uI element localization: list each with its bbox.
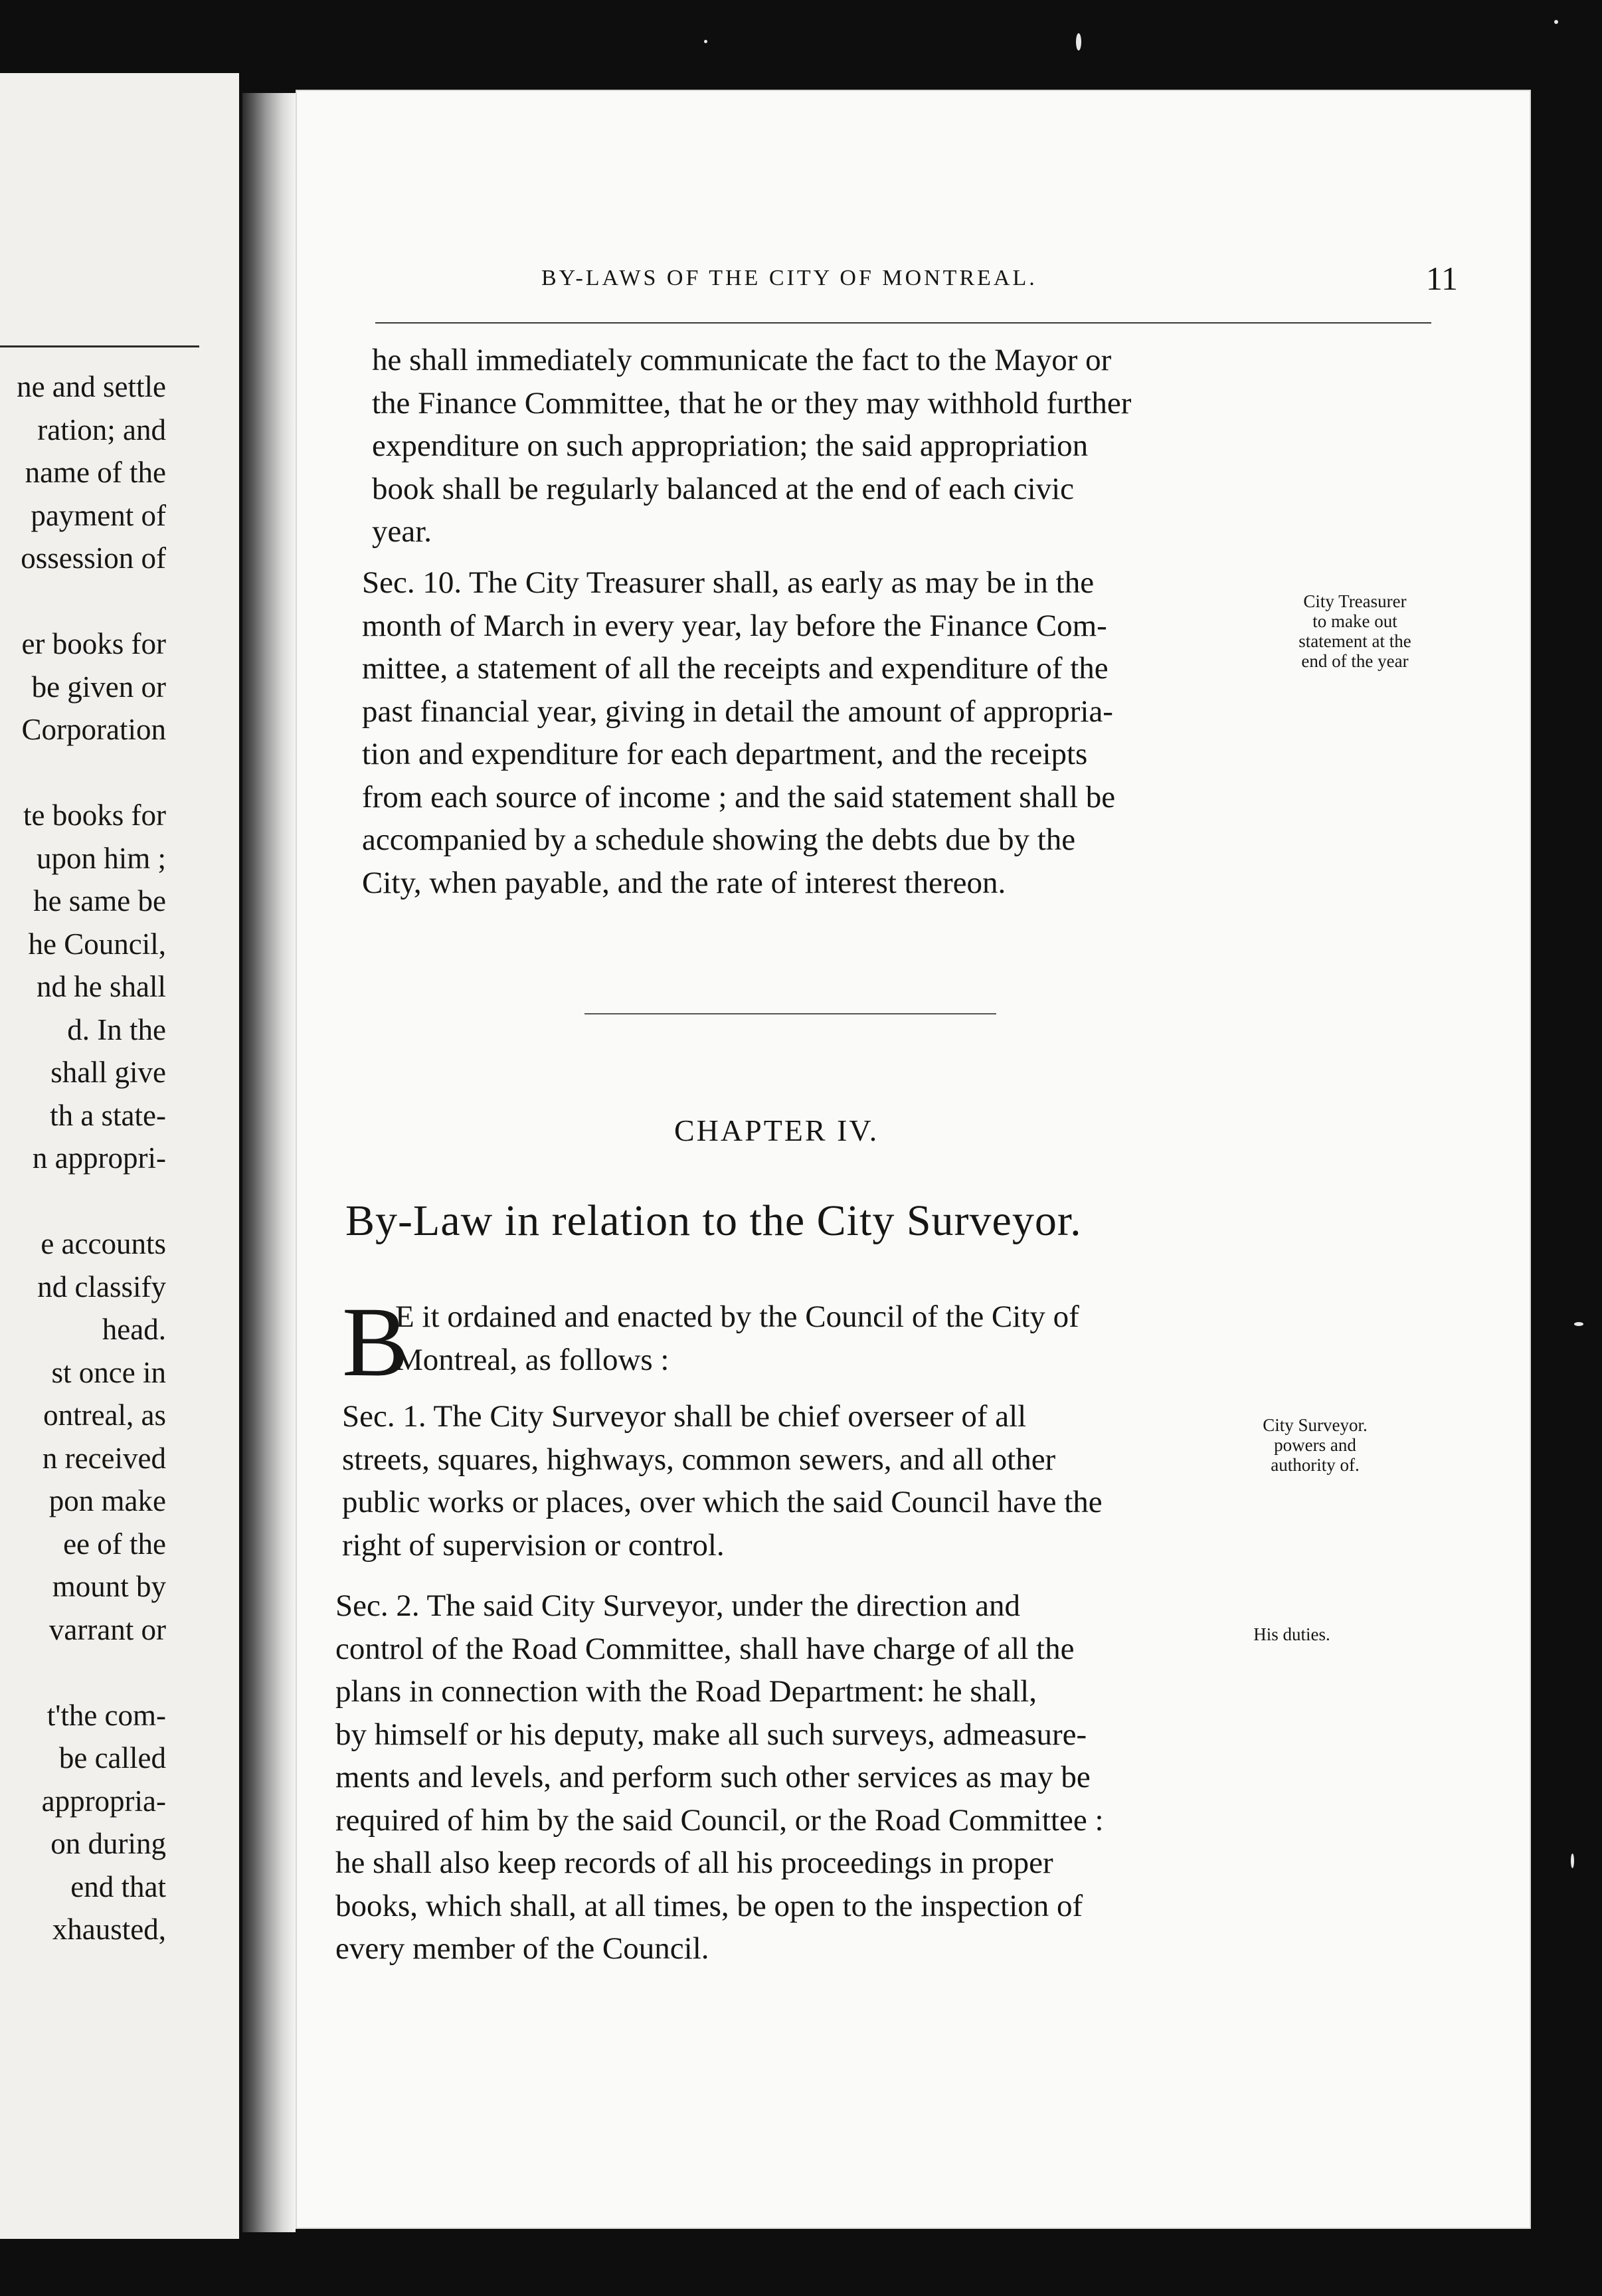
side-note-line: City Treasurer — [1303, 591, 1407, 611]
left-page-header-rule — [0, 345, 199, 347]
text-line: tion and expenditure for each department, and the receipts — [362, 737, 1088, 771]
header-rule — [375, 322, 1431, 324]
left-page-line: pon make — [48, 1484, 166, 1517]
text-line: plans in connection with the Road Department: he shall, — [335, 1674, 1037, 1709]
text-line: public works or places, over which the said Council have the — [342, 1485, 1103, 1519]
left-page-line — [0, 1180, 166, 1223]
text-line: Sec. 10. The City Treasurer shall, as early as may be in the — [362, 565, 1095, 600]
left-page-line: ration; and — [37, 413, 166, 446]
side-note-his-duties — [1225, 1624, 1358, 1644]
side-note-city-surveyor — [1225, 1415, 1405, 1475]
left-page-line: end that — [70, 1869, 166, 1903]
left-page-line: payment of — [31, 498, 166, 532]
section-10-paragraph — [362, 561, 1285, 904]
section-separator — [584, 1013, 996, 1014]
text-line: mittee, a statement of all the receipts and expenditure of the — [362, 651, 1109, 686]
left-page-line: ee of the — [63, 1527, 166, 1561]
left-page-line: nd he shall — [37, 970, 166, 1003]
left-page-line — [0, 580, 166, 623]
left-page-line: ossession of — [21, 541, 166, 575]
drop-cap: B — [342, 1287, 409, 1397]
side-note-line: statement at the — [1298, 631, 1411, 651]
side-note-line: end of the year — [1301, 651, 1409, 671]
left-page-text — [0, 365, 166, 1951]
text-line: from each source of income ; and the said statement shall be — [362, 779, 1116, 814]
left-page-line: he same be — [33, 884, 166, 917]
text-line: Montreal, as follows : — [395, 1342, 669, 1377]
text-line: he shall immediately communicate the fact to the Mayor or — [372, 343, 1112, 377]
text-line: the Finance Committee, that he or they may withhold further — [372, 385, 1132, 421]
text-line: by himself or his deputy, make all such surveys, admeasure- — [335, 1717, 1087, 1752]
left-page-line: n appropri- — [32, 1141, 166, 1175]
left-page-line: er books for — [21, 627, 166, 660]
text-line: Sec. 1. The City Surveyor shall be chief overseer of all — [342, 1399, 1027, 1434]
left-page-line: be given or — [31, 670, 166, 704]
side-note-line: City Surveyor. — [1263, 1415, 1368, 1435]
text-line: City, when payable, and the rate of interest thereon. — [362, 865, 1006, 900]
left-page-line: th a state- — [50, 1098, 166, 1132]
chapter-heading: CHAPTER IV. — [674, 1113, 879, 1147]
text-line: book shall be regularly balanced at the end of each civic — [372, 471, 1075, 506]
left-page-line: d. In the — [67, 1012, 166, 1046]
left-page-line: be called — [58, 1741, 166, 1774]
text-line: he shall also keep records of all his proceedings in proper — [335, 1846, 1053, 1880]
paragraph-continuation — [372, 339, 1285, 553]
left-page-line: t'the com- — [46, 1698, 166, 1732]
left-page-line: te books for — [23, 799, 166, 832]
enacting-clause — [395, 1295, 1229, 1381]
left-page-line — [0, 751, 166, 795]
left-page-line: Corporation — [21, 713, 166, 746]
side-note-line: powers and — [1274, 1435, 1356, 1455]
text-line: Sec. 2. The said City Surveyor, under the direction and — [335, 1588, 1021, 1623]
text-line: required of him by the said Council, or the Road Committee : — [335, 1802, 1104, 1838]
text-line: every member of the Council. — [335, 1931, 709, 1966]
left-page-line: nd classify — [37, 1270, 166, 1303]
side-note-line: His duties. — [1253, 1624, 1330, 1644]
left-page-line: name of the — [25, 456, 166, 489]
left-page-line: ontreal, as — [43, 1398, 166, 1432]
section-2-paragraph — [335, 1584, 1229, 1970]
running-title: BY-LAWS OF THE CITY OF MONTREAL. — [541, 266, 1037, 290]
side-note-city-treasurer — [1255, 591, 1455, 671]
text-line: ments and levels, and perform such other services as may be — [335, 1760, 1091, 1794]
text-line: control of the Road Committee, shall have charge of all the — [335, 1631, 1075, 1666]
left-page-line: xhausted, — [52, 1913, 166, 1946]
book-page — [296, 90, 1531, 2229]
text-line: E it ordained and enacted by the Council of the City of — [395, 1299, 1079, 1334]
left-page-line: varrant or — [48, 1612, 166, 1646]
side-note-line: to make out — [1312, 611, 1397, 631]
left-page-line: shall give — [50, 1056, 166, 1089]
left-facing-page — [0, 73, 239, 2239]
left-page-line: on during — [50, 1827, 166, 1860]
text-line: month of March in every year, lay before the Finance Com- — [362, 608, 1107, 643]
text-line: expenditure on such appropriation; the said appropriation — [372, 429, 1089, 463]
left-page-line: mount by — [52, 1570, 166, 1603]
section-1-paragraph — [342, 1395, 1239, 1567]
book-gutter-shadow — [242, 93, 296, 2232]
side-note-line: authority of. — [1271, 1455, 1360, 1475]
chapter-title: By-Law in relation to the City Surveyor. — [345, 1196, 1082, 1245]
left-page-line: he Council, — [28, 927, 166, 961]
left-page-line: upon him ; — [36, 841, 166, 875]
text-line: streets, squares, highways, common sewers, and all other — [342, 1442, 1056, 1477]
left-page-line: e accounts — [41, 1227, 166, 1260]
left-page-line: appropria- — [41, 1784, 166, 1818]
left-page-line: ne and settle — [17, 370, 166, 403]
page-number: 11 — [1425, 260, 1458, 297]
left-page-line: n received — [42, 1441, 166, 1475]
left-page-line: head. — [102, 1313, 166, 1346]
left-page-line: st once in — [51, 1355, 166, 1389]
text-line: year. — [372, 514, 432, 549]
page-header — [541, 259, 1471, 306]
text-line: right of supervision or control. — [342, 1527, 725, 1563]
text-line: accompanied by a schedule showing the debts due by the — [362, 822, 1076, 857]
text-line: past financial year, giving in detail the amount of appropria- — [362, 694, 1113, 729]
left-page-line — [0, 1651, 166, 1694]
text-line: books, which shall, at all times, be open to the inspection of — [335, 1888, 1083, 1923]
